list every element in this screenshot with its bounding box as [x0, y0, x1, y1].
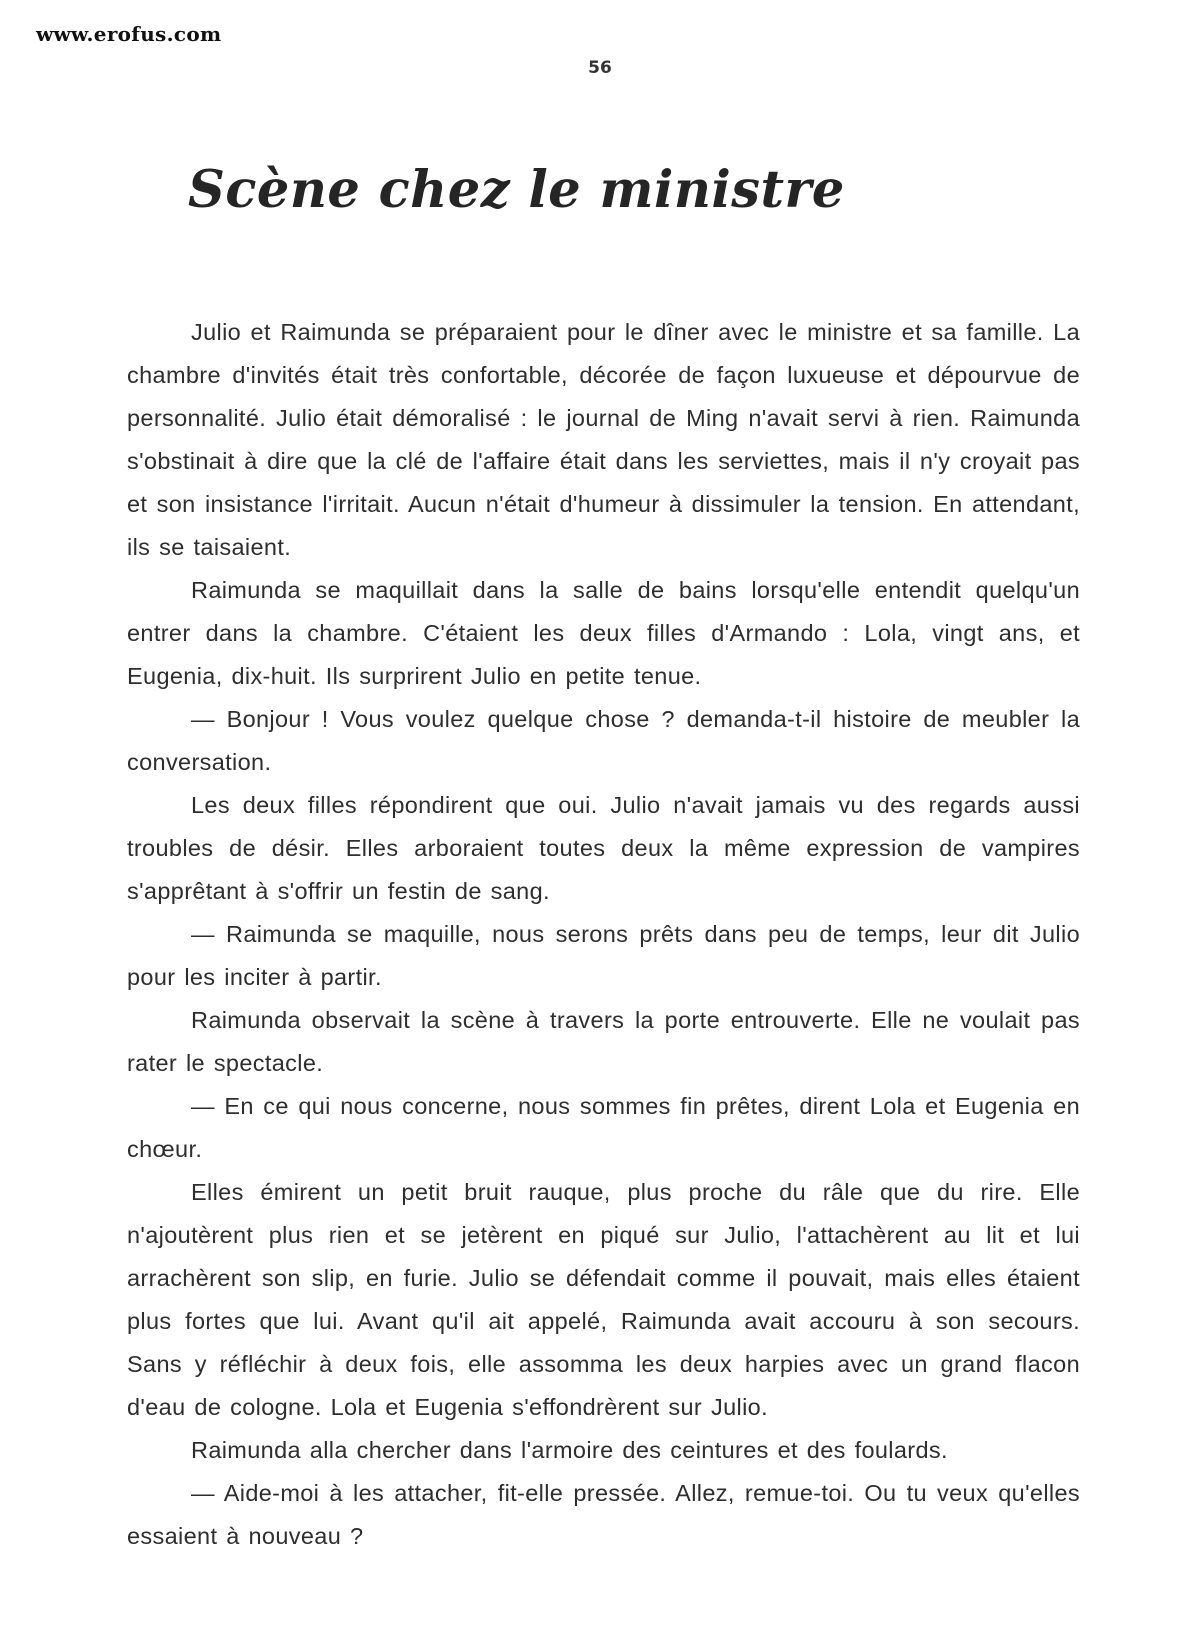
paragraph: Raimunda se maquillait dans la salle de bains lorsqu'elle entendit quelqu'un entrer dans la chambre. C'étaient les deux filles d'Armando : Lola, vingt ans, et Eugenia, dix-huit. Ils surprirent Julio en petite tenue.: [127, 577, 1080, 689]
paragraph: — En ce qui nous concerne, nous sommes fin prêtes, dirent Lola et Eugenia en chœur.: [127, 1093, 1080, 1162]
paragraph: Julio et Raimunda se préparaient pour le dîner avec le ministre et sa famille. La chambre d'invités était très confortable, décorée de façon luxueuse et dépourvue de personnalité. Julio était démoralisé : le journal de Ming n'avait servi à rien. Raimunda s'obstinait à dire que la clé de l'affaire était dans les serviettes, mais il n'y croyait pas et son insistance l'irritait. Aucun n'était d'humeur à dissimuler la tension. En attendant, ils se taisaient.: [127, 319, 1080, 560]
chapter-title: Scène chez le ministre: [188, 160, 845, 220]
paragraph: Elles émirent un petit bruit rauque, plus proche du râle que du rire. Elle n'ajoutèrent plus rien et se jetèrent en piqué sur Julio, l'attachèrent au lit et lui arrachèrent son slip, en furie. Julio se défendait comme il pouvait, mais elles étaient plus fortes que lui. Avant qu'il ait appelé, Raimunda avait accouru à son secours. Sans y réfléchir à deux fois, elle assomma les deux harpies avec un grand flacon d'eau de cologne. Lola et Eugenia s'effondrèrent sur Julio.: [127, 1179, 1080, 1420]
body-text: [127, 311, 1080, 1558]
paragraph: — Raimunda se maquille, nous serons prêts dans peu de temps, leur dit Julio pour les inciter à partir.: [127, 921, 1080, 990]
paragraph: — Aide-moi à les attacher, fit-elle pressée. Allez, remue-toi. Ou tu veux qu'elles essaient à nouveau ?: [127, 1480, 1080, 1549]
page-number: 56: [588, 58, 612, 78]
watermark: www.erofus.com: [36, 22, 222, 46]
paragraph: — Bonjour ! Vous voulez quelque chose ? demanda-t-il histoire de meubler la conversation.: [127, 706, 1080, 775]
paragraph: Raimunda observait la scène à travers la porte entrouverte. Elle ne voulait pas rater le spectacle.: [127, 1007, 1080, 1076]
paragraph: Raimunda alla chercher dans l'armoire des ceintures et des foulards.: [191, 1437, 948, 1463]
paragraph: Les deux filles répondirent que oui. Julio n'avait jamais vu des regards aussi troubles de désir. Elles arboraient toutes deux la même expression de vampires s'apprêtant à s'offrir un festin de sang.: [127, 792, 1080, 904]
